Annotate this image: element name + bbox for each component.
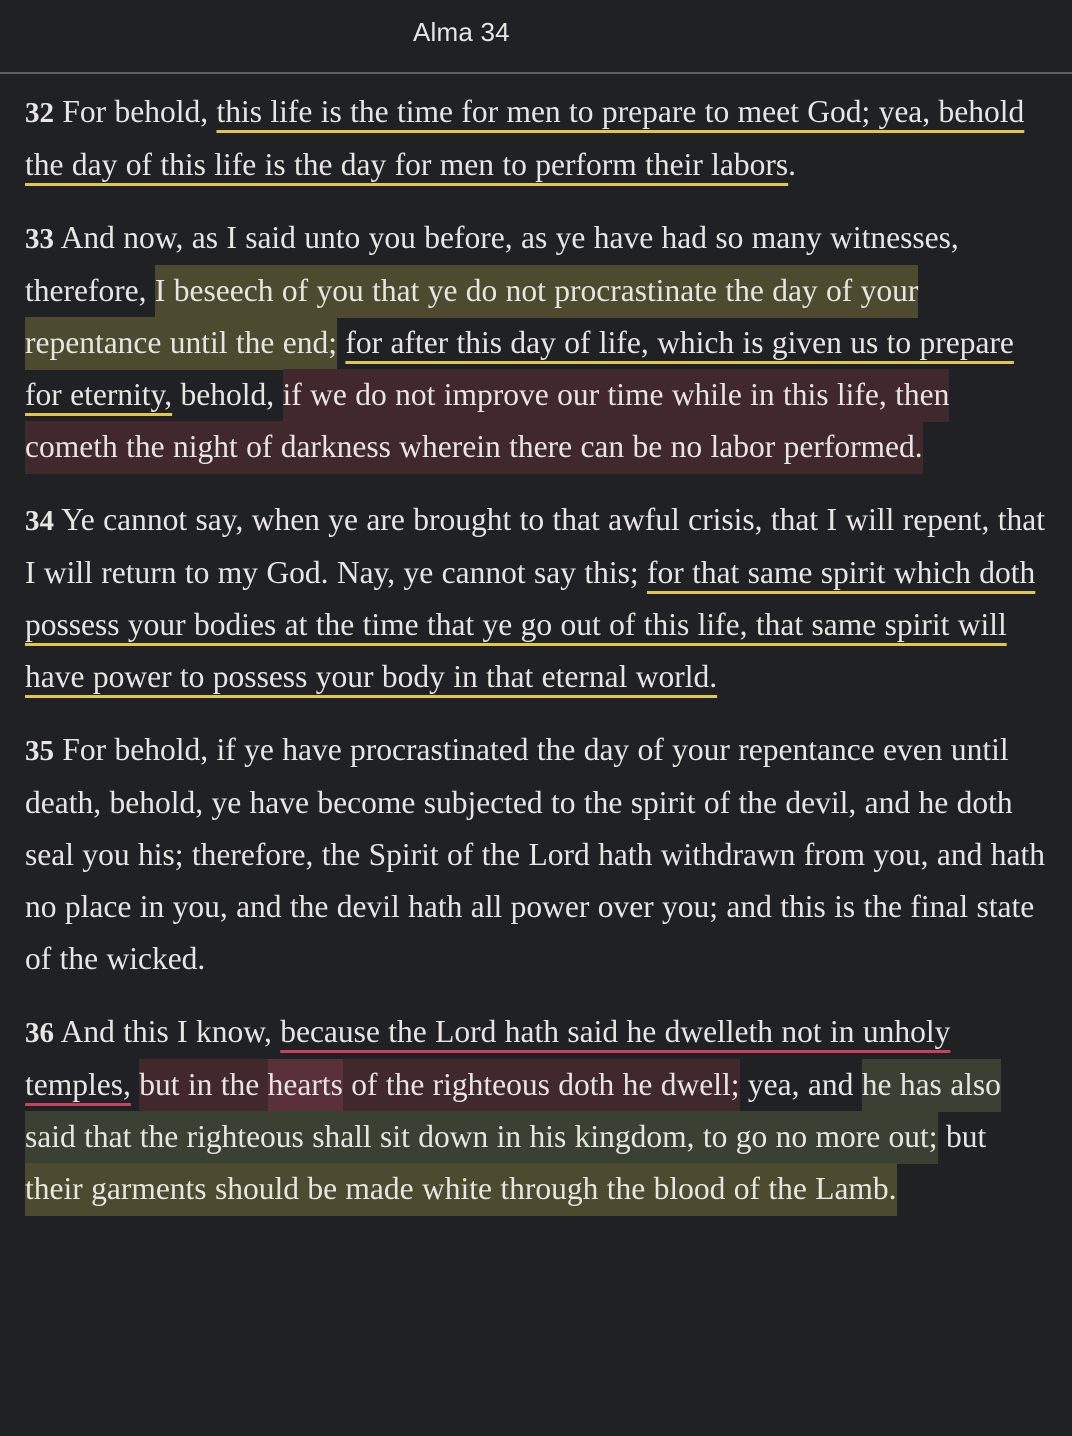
verse-text: yea, and bbox=[739, 1067, 862, 1102]
verse-text: behold, bbox=[172, 377, 283, 412]
highlight-text: but in the bbox=[139, 1067, 268, 1102]
scripture-text bbox=[0, 74, 1072, 1215]
underline-yellow-annotation[interactable]: this life is the time for men to prepare to meet God; yea, behold the day of this life is the day for men to perform their labors bbox=[25, 94, 1025, 182]
verse-text: And now, as I said unto you before, as ye have had so many witnesses, therefore, bbox=[25, 220, 959, 308]
verse-number[interactable]: 32 bbox=[25, 97, 54, 129]
verse-34 bbox=[25, 494, 1048, 703]
verse-number[interactable]: 33 bbox=[25, 223, 54, 255]
verse-text bbox=[131, 1067, 139, 1102]
verse-text: Ye cannot say, when ye are brought to that awful crisis, that I will repent, that I will return to my God. Nay, ye cannot say this; bbox=[25, 502, 1045, 590]
highlight-olive-annotation[interactable]: their garments should be made white through the blood of the Lamb. bbox=[25, 1163, 897, 1216]
verse-text: For behold, if ye have procrastinated the day of your repentance even until death, behold, ye have become subjected to the spirit of the devil, and he doth seal you his; therefore, the Spirit of the Lord hath withdrawn from you, and hath no place in you, and the devil hath all power over you; and this is the final state of the wicked. bbox=[25, 732, 1045, 976]
verse-text: And this I know, bbox=[54, 1014, 281, 1049]
chapter-title: Alma 34 bbox=[413, 17, 510, 47]
verse-number[interactable]: 35 bbox=[25, 735, 54, 767]
verse-33 bbox=[25, 212, 1048, 473]
verse-35 bbox=[25, 724, 1048, 985]
verse-text: . bbox=[788, 147, 797, 182]
verse-text: but bbox=[937, 1119, 987, 1154]
highlight-maroon-annotation[interactable] bbox=[139, 1059, 739, 1112]
verse-number[interactable]: 36 bbox=[25, 1017, 54, 1049]
verse-36 bbox=[25, 1006, 1048, 1215]
verse-32 bbox=[25, 86, 1048, 191]
underline-yellow-annotation[interactable]: for after this day of life, which is given us to prepare for eternity, bbox=[25, 325, 1014, 412]
highlight-text: of the righteous doth he dwell; bbox=[342, 1067, 740, 1102]
chapter-header bbox=[0, 0, 1072, 74]
highlight-green-annotation[interactable]: he has also said that the righteous shall sit down in his kingdom, to go no more out; bbox=[25, 1059, 1001, 1164]
verse-number[interactable]: 34 bbox=[25, 505, 54, 537]
underline-red-annotation[interactable]: because the Lord hath said he dwelleth not in unholy temples, bbox=[25, 1014, 951, 1102]
highlight-olive-annotation[interactable]: I beseech of you that ye do not procrastinate the day of your repentance until the end; bbox=[25, 265, 918, 370]
highlight-maroon-annotation[interactable]: if we do not improve our time while in this life, then cometh the night of darkness wherein there can be no labor performed. bbox=[25, 369, 949, 474]
underline-yellow-annotation[interactable]: for that same spirit which doth possess your bodies at the time that ye go out of this life, that same spirit will have power to possess your body in that eternal world. bbox=[25, 555, 1036, 694]
verse-text: For behold, bbox=[54, 94, 217, 129]
highlight-word-hearts[interactable]: hearts bbox=[268, 1059, 343, 1112]
